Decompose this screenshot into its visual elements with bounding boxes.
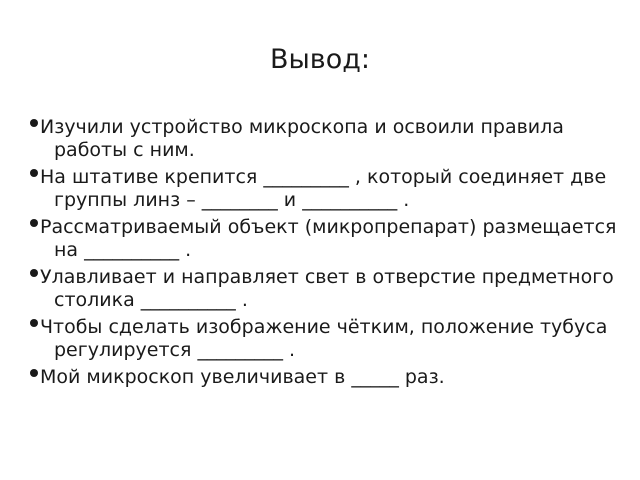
bullet-item bbox=[30, 366, 620, 389]
bullet-dot-icon bbox=[30, 319, 38, 327]
bullet-text: Рассматриваемый объект (микропрепарат) размещается на __________ . bbox=[40, 216, 617, 261]
bullet-item bbox=[30, 266, 620, 312]
bullet-dot-icon bbox=[30, 219, 38, 227]
bullet-dot-icon bbox=[30, 119, 38, 127]
bullet-dot-icon bbox=[30, 369, 38, 377]
bullet-text: Изучили устройство микроскопа и освоили правила работы с ним. bbox=[40, 116, 564, 161]
bullet-text: Мой микроскоп увеличивает в _____ раз. bbox=[40, 366, 445, 388]
bullet-text: Чтобы сделать изображение чётким, положение тубуса регулируется _________ . bbox=[40, 316, 608, 361]
slide-title: Вывод: bbox=[269, 44, 371, 75]
bullet-dot-icon bbox=[30, 269, 38, 277]
bullet-item bbox=[30, 216, 620, 262]
bullet-dot-icon bbox=[30, 169, 38, 177]
bullet-item bbox=[30, 116, 620, 162]
bullet-text: Улавливает и направляет свет в отверстие предметного столика __________ . bbox=[40, 266, 614, 311]
bullet-item bbox=[30, 316, 620, 362]
bullet-list bbox=[30, 116, 620, 393]
bullet-item bbox=[30, 166, 620, 212]
bullet-text: На штативе крепится _________ , который соединяет две группы линз – ________ и __________ . bbox=[40, 166, 607, 211]
